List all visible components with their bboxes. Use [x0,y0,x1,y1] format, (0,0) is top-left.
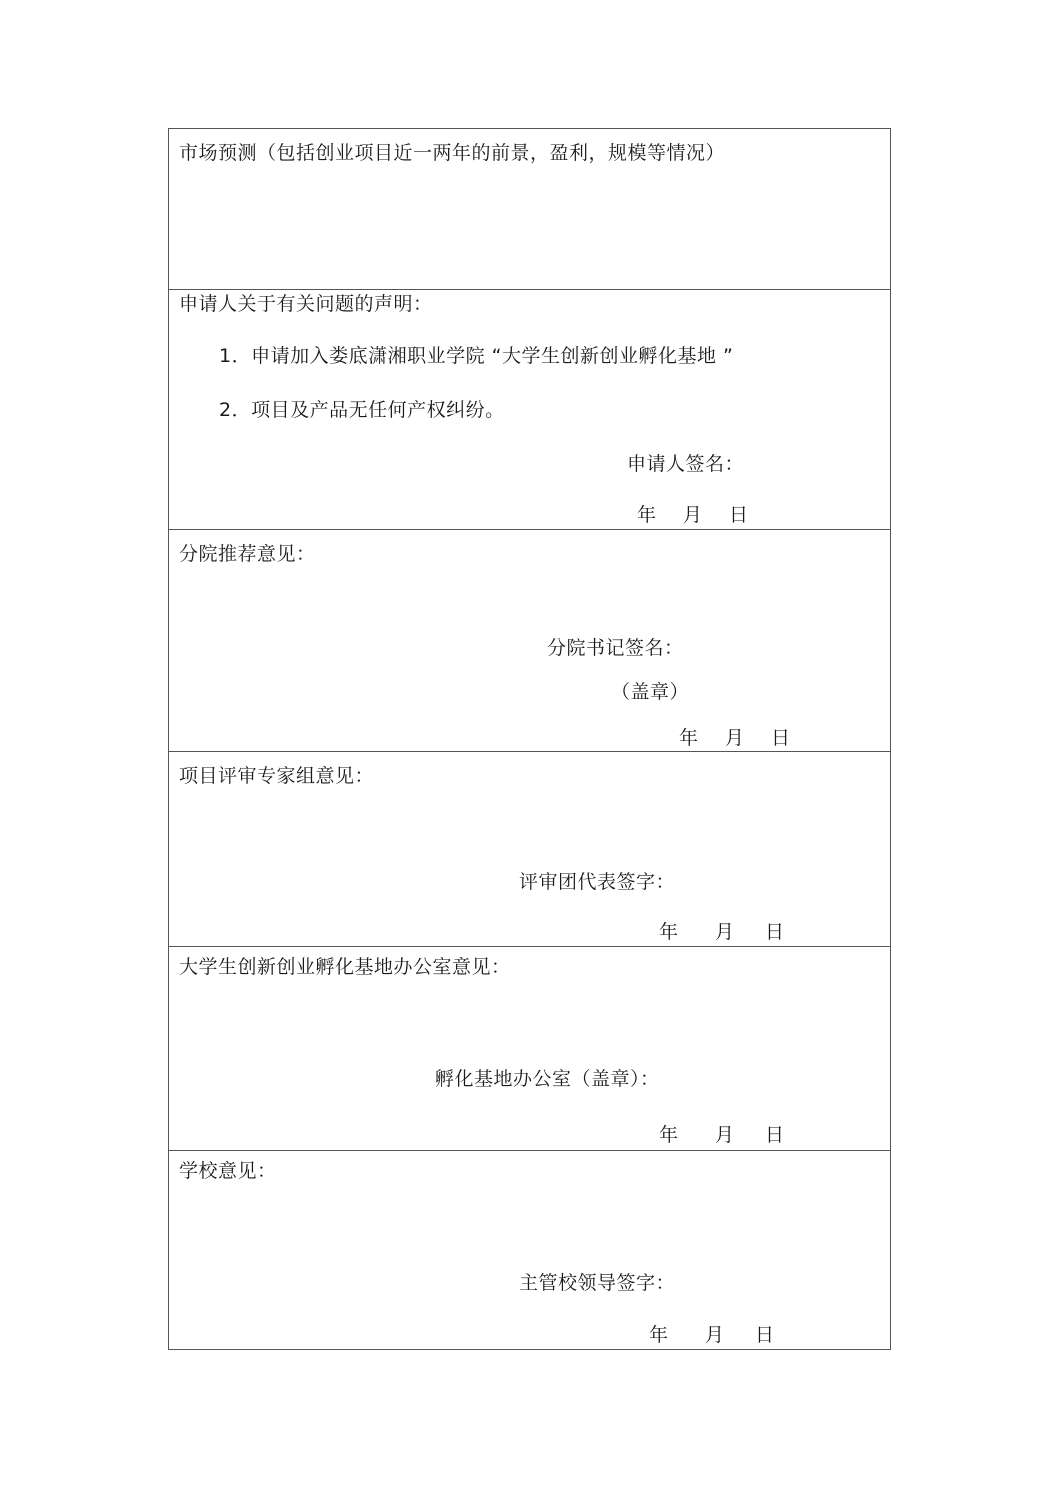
branch-secretary-signature-label: 分院书记签名： [547,637,684,659]
market-forecast-section [169,129,890,289]
date-month: 月 [715,921,735,943]
declaration-heading: 申请人关于有关问题的声明： [179,293,433,315]
date-day: 日 [771,727,791,749]
expert-review-date [659,920,785,944]
date-day: 日 [729,504,749,526]
date-month: 月 [705,1324,725,1346]
school-opinion-date [649,1323,775,1347]
incubator-office-seal-label: 孵化基地办公室（盖章）： [435,1068,660,1090]
declaration-item-2: 2．项目及产品无任何产权纠纷。 [219,399,505,421]
branch-recommendation-heading: 分院推荐意见： [179,543,316,565]
school-opinion-section [169,1150,890,1349]
expert-review-section [169,751,890,946]
applicant-signature-label: 申请人签名： [627,453,745,475]
date-year: 年 [659,921,679,943]
school-leader-signature-label: 主管校领导签字： [519,1272,676,1294]
date-year: 年 [659,1124,679,1146]
market-forecast-heading: 市场预测（包括创业项目近一两年的前景，盈利，规模等情况） [179,142,726,164]
declaration-item-1: 1．申请加入娄底潇湘职业学院 “大学生创新创业孵化基地 ” [219,345,734,367]
date-month: 月 [715,1124,735,1146]
incubator-office-heading: 大学生创新创业孵化基地办公室意见： [179,956,511,978]
review-representative-signature-label: 评审团代表签字： [519,871,676,893]
date-year: 年 [649,1324,669,1346]
date-month: 月 [683,504,703,526]
date-year: 年 [637,504,657,526]
date-day: 日 [765,1124,785,1146]
date-month: 月 [725,727,745,749]
branch-recommendation-section [169,529,890,751]
branch-seal-label: （盖章） [611,681,690,703]
branch-date [679,726,791,750]
declaration-date [637,503,749,527]
application-form-table [168,128,891,1350]
date-year: 年 [679,727,699,749]
incubator-office-section [169,946,890,1150]
declaration-section [169,289,890,529]
incubator-office-date [659,1123,785,1147]
date-day: 日 [765,921,785,943]
school-opinion-heading: 学校意见： [179,1160,277,1182]
expert-review-heading: 项目评审专家组意见： [179,765,375,787]
date-day: 日 [755,1324,775,1346]
